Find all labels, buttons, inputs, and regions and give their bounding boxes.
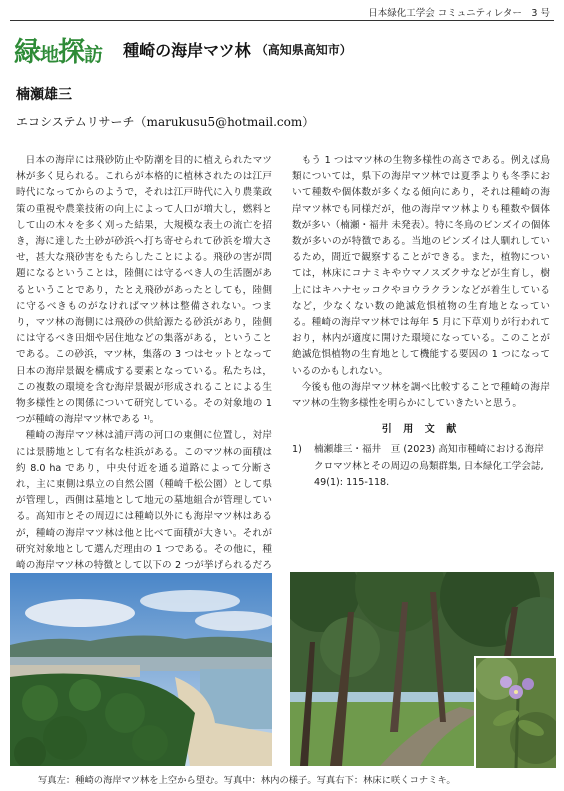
body-paragraph-4: 今後も他の海岸マツ林を調べ比較することで種崎の海岸マツ林の生物多様性を明らかにしていきたいと思う。: [292, 381, 550, 410]
series-title: [14, 37, 102, 68]
photo-aerial-pine-forest: [10, 573, 272, 766]
series-char-1: 緑: [14, 37, 40, 68]
series-char-4: 訪: [84, 44, 103, 66]
header-rule: [10, 20, 554, 21]
title-row: [14, 30, 352, 69]
photo-flower-closeup: [474, 656, 556, 768]
body-paragraph-1: 日本の海岸には飛砂防止や防潮を目的に植えられたマツ林が多く見られる。これらが本格的に植林されたのは江戸時代になってからのようで，それは江戸時代に入り農業政策の重視や農業技術の向上によって人口が増大し，燃料として山の木々を多く刈った結果，大規模な表土の流亡を招き，海に達した土砂が砂浜へ打ち寄せられて砂浜を増大させ，甚大な飛砂害をもたらしたことによる。飛砂の害が問題になるということは，陸側には守るべき人の生活圏があるということであり，たとえ飛砂があったとしても，陸側に守るべきものがなければマツ林は整備されない。つまり，マツ林の海側には飛砂の供給源たる砂浜があり，陸側には守るべき田畑や居住地などの集落がある，ということである。この砂浜，マツ林，集落の 3 つはセットとなって日本の海岸景観を構成する要素となっている。私たちは，この複数の環境を含む海岸景観が形成されることによる生物多様性との関係について研究している。その対象地の 1 つが種崎の海岸マツ林である ¹⁾。: [16, 155, 272, 426]
photo-caption: 写真左：種崎の海岸マツ林を上空から望む。写真中：林内の様子。写真右下：林床に咲くコナミキ。: [38, 775, 456, 786]
body-paragraph-2: 種崎の海岸マツ林は浦戸湾の河口の東側に位置し，対岸には景勝地として有名な桂浜がある。このマツ林の面積は約 8.0 ha であり，中央付近を通る道路によって分断され，主に東側は県立の自然公園（種崎千松公園）として県が管理し，西側は墓地として地元の墓地組合が管理している。高知市とその周辺には種崎以外にも海岸マツ林はあるが，種崎の海岸マツ林は他と比べて面積が大きい。それが研究対象地として選んだ理由の 1 つである。その他に，種崎の海岸マツ林の特徴として以下の 2 つが挙げられるだろ: [16, 430, 272, 572]
author-affiliation: エコシステムリサーチ（marukusu5@hotmail.com）: [16, 115, 315, 129]
article-location: （高知県高知市）: [255, 43, 352, 57]
series-char-2: 地: [40, 44, 59, 66]
header-text: 日本緑化工学会 コミュニティレター 3 号: [368, 8, 550, 19]
references-heading: 引 用 文 献: [381, 424, 461, 436]
reference-number: 1): [292, 444, 302, 456]
body-paragraph-3: もう 1 つはマツ林の生物多様性の高さである。例えば鳥類については，県下の海岸マツ林では夏季よりも冬季において種数や個体数が多くなる傾向にあり，それは種崎の海岸マツ林でも同様だが，他の海岸マツ林よりも種数や個体数が多い（楠瀬・福井 未発表）。特に冬鳥のビンズイの個体数が多いのが特徴である。当地のビンズイは人馴れしているため，間近で観察することができる。また，植物については，林床にコナミキやウマノスズクサなどが生育し，樹上にはキハナセッコクやヨウラクランなどが着生しているなど，少なくない数の絶滅危惧植物の生育地となっている。種崎の海岸マツ林では毎年 5 月に下草刈りが行われており，林内が適度に開けた環境になっている。このことが絶滅危惧植物の生育地として機能する要因の 1 つになっているのかもしれない。: [292, 155, 550, 377]
body-column-right: [292, 153, 550, 491]
reference-text: 楠瀬雄三・福井 亘 (2023) 高知市種崎における海岸クロマツ林とその周辺の鳥類群集, 日本緑化工学会誌, 49(1): 115-118.: [314, 444, 544, 488]
series-char-3: 探: [58, 37, 85, 68]
reference-item: [292, 442, 550, 491]
author-name: 楠瀬雄三: [16, 87, 72, 103]
article-title: 種崎の海岸マツ林: [123, 41, 251, 60]
